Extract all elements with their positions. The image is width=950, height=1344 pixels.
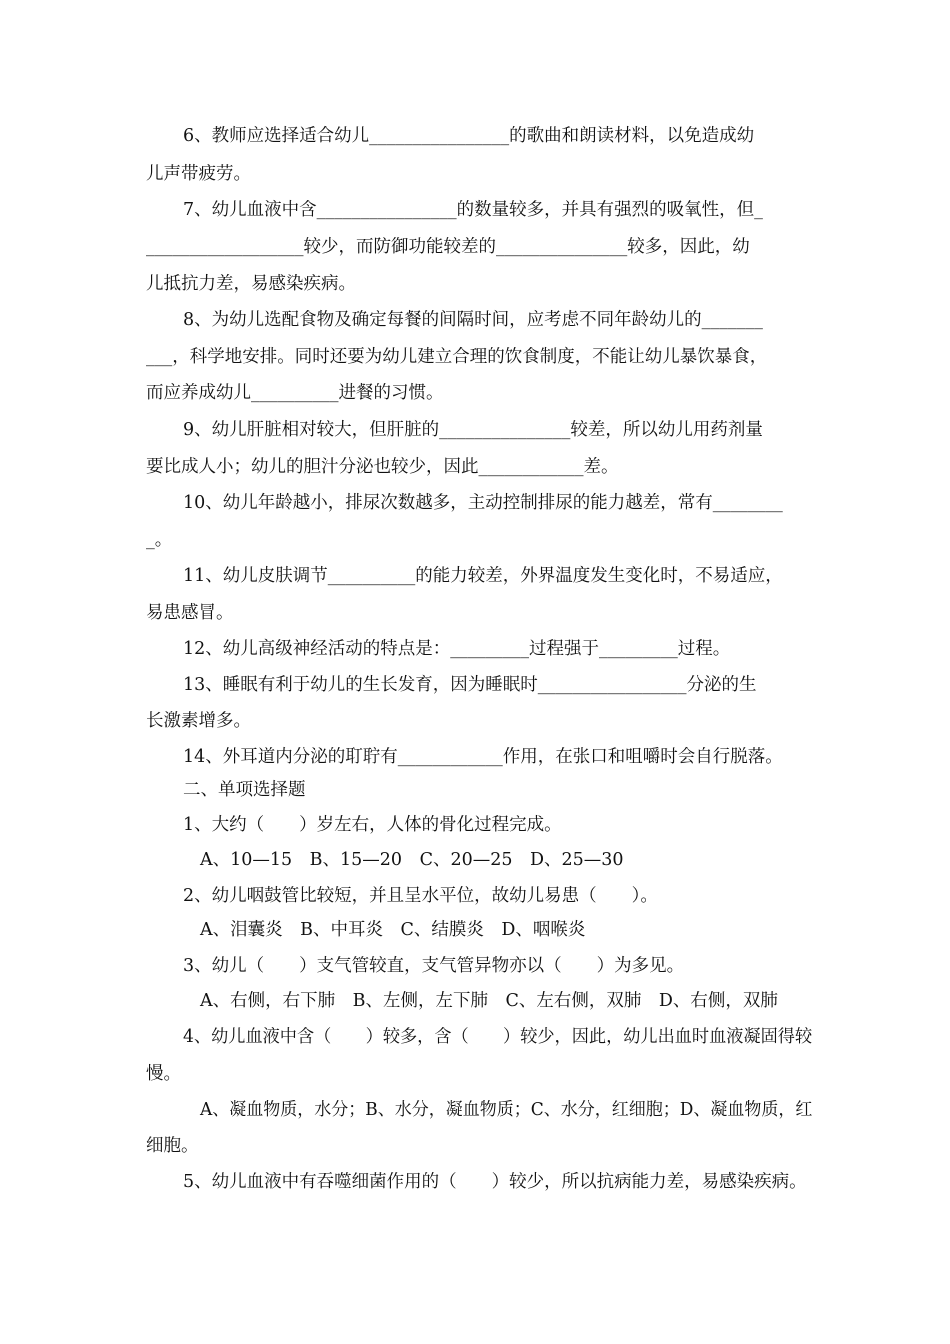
question-9-line-1: 9、幼儿肝脏相对较大，但肝脏的_______________较差，所以幼儿用药剂量 [183,420,763,440]
question-8-line-2: ___，科学地安排。同时还要为幼儿建立合理的饮食制度，不能让幼儿暴饮暴食， [146,347,768,367]
question-8-line-1: 8、为幼儿选配食物及确定每餐的间隔时间，应考虑不同年龄幼儿的_______ [183,310,763,330]
mc-question-2-options: A、泪囊炎 B、中耳炎 C、结膜炎 D、咽喉炎 [200,920,586,940]
question-13-line-1: 13、睡眠有利于幼儿的生长发育，因为睡眠时_________________分泌的生 [183,675,757,695]
mc-question-1-options: A、10—15 B、15—20 C、20—25 D、25—30 [200,850,624,870]
mc-question-4-options-line-1: A、凝血物质，水分；B、水分，凝血物质；C、水分，红细胞；D、凝血物质，红 [200,1100,813,1120]
question-7-line-1: 7、幼儿血液中含________________的数量较多，并具有强烈的吸氧性，但_ [183,200,763,220]
question-6-line-2: 儿声带疲劳。 [146,164,251,184]
question-7-line-2: __________________较少，而防御功能较差的_______________较多，因此，幼 [146,237,750,257]
question-8-line-3: 而应养成幼儿__________进餐的习惯。 [146,383,444,403]
question-11-line-2: 易患感冒。 [146,603,234,623]
mc-question-4-stem-line-2: 慢。 [146,1064,181,1084]
mc-question-3-stem: 3、幼儿（ ）支气管较直，支气管异物亦以（ ）为多见。 [183,956,685,976]
question-14-line-1: 14、外耳道内分泌的耵聍有____________作用，在张口和咀嚼时会自行脱落。 [183,747,783,767]
question-9-line-2: 要比成人小；幼儿的胆汁分泌也较少，因此____________差。 [146,457,619,477]
mc-question-3-options: A、右侧，右下肺 B、左侧，左下肺 C、左右侧，双肺 D、右侧，双肺 [200,991,778,1011]
question-12-line-1: 12、幼儿高级神经活动的特点是：_________过程强于_________过程。 [183,639,731,659]
section-2-title: 二、单项选择题 [183,780,306,800]
question-10-line-2: _。 [146,530,173,550]
mc-question-1-stem: 1、大约（ ）岁左右，人体的骨化过程完成。 [183,815,562,835]
mc-question-4-stem-line-1: 4、幼儿血液中含（ ）较多，含（ ）较少，因此，幼儿出血时血液凝固得较 [183,1027,813,1047]
question-7-line-3: 儿抵抗力差，易感染疾病。 [146,274,356,294]
question-6-line-1: 6、教师应选择适合幼儿________________的歌曲和朗读材料，以免造成幼 [183,126,755,146]
question-11-line-1: 11、幼儿皮肤调节__________的能力较差，外界温度发生变化时，不易适应， [183,566,783,586]
mc-question-4-options-line-2: 细胞。 [146,1136,199,1156]
question-10-line-1: 10、幼儿年龄越小，排尿次数越多，主动控制排尿的能力越差，常有________ [183,493,783,513]
mc-question-5-stem: 5、幼儿血液中有吞噬细菌作用的（ ）较少，所以抗病能力差，易感染疾病。 [183,1172,807,1192]
mc-question-2-stem: 2、幼儿咽鼓管比较短，并且呈水平位，故幼儿易患（ ）。 [183,886,658,906]
question-13-line-2: 长激素增多。 [146,711,251,731]
